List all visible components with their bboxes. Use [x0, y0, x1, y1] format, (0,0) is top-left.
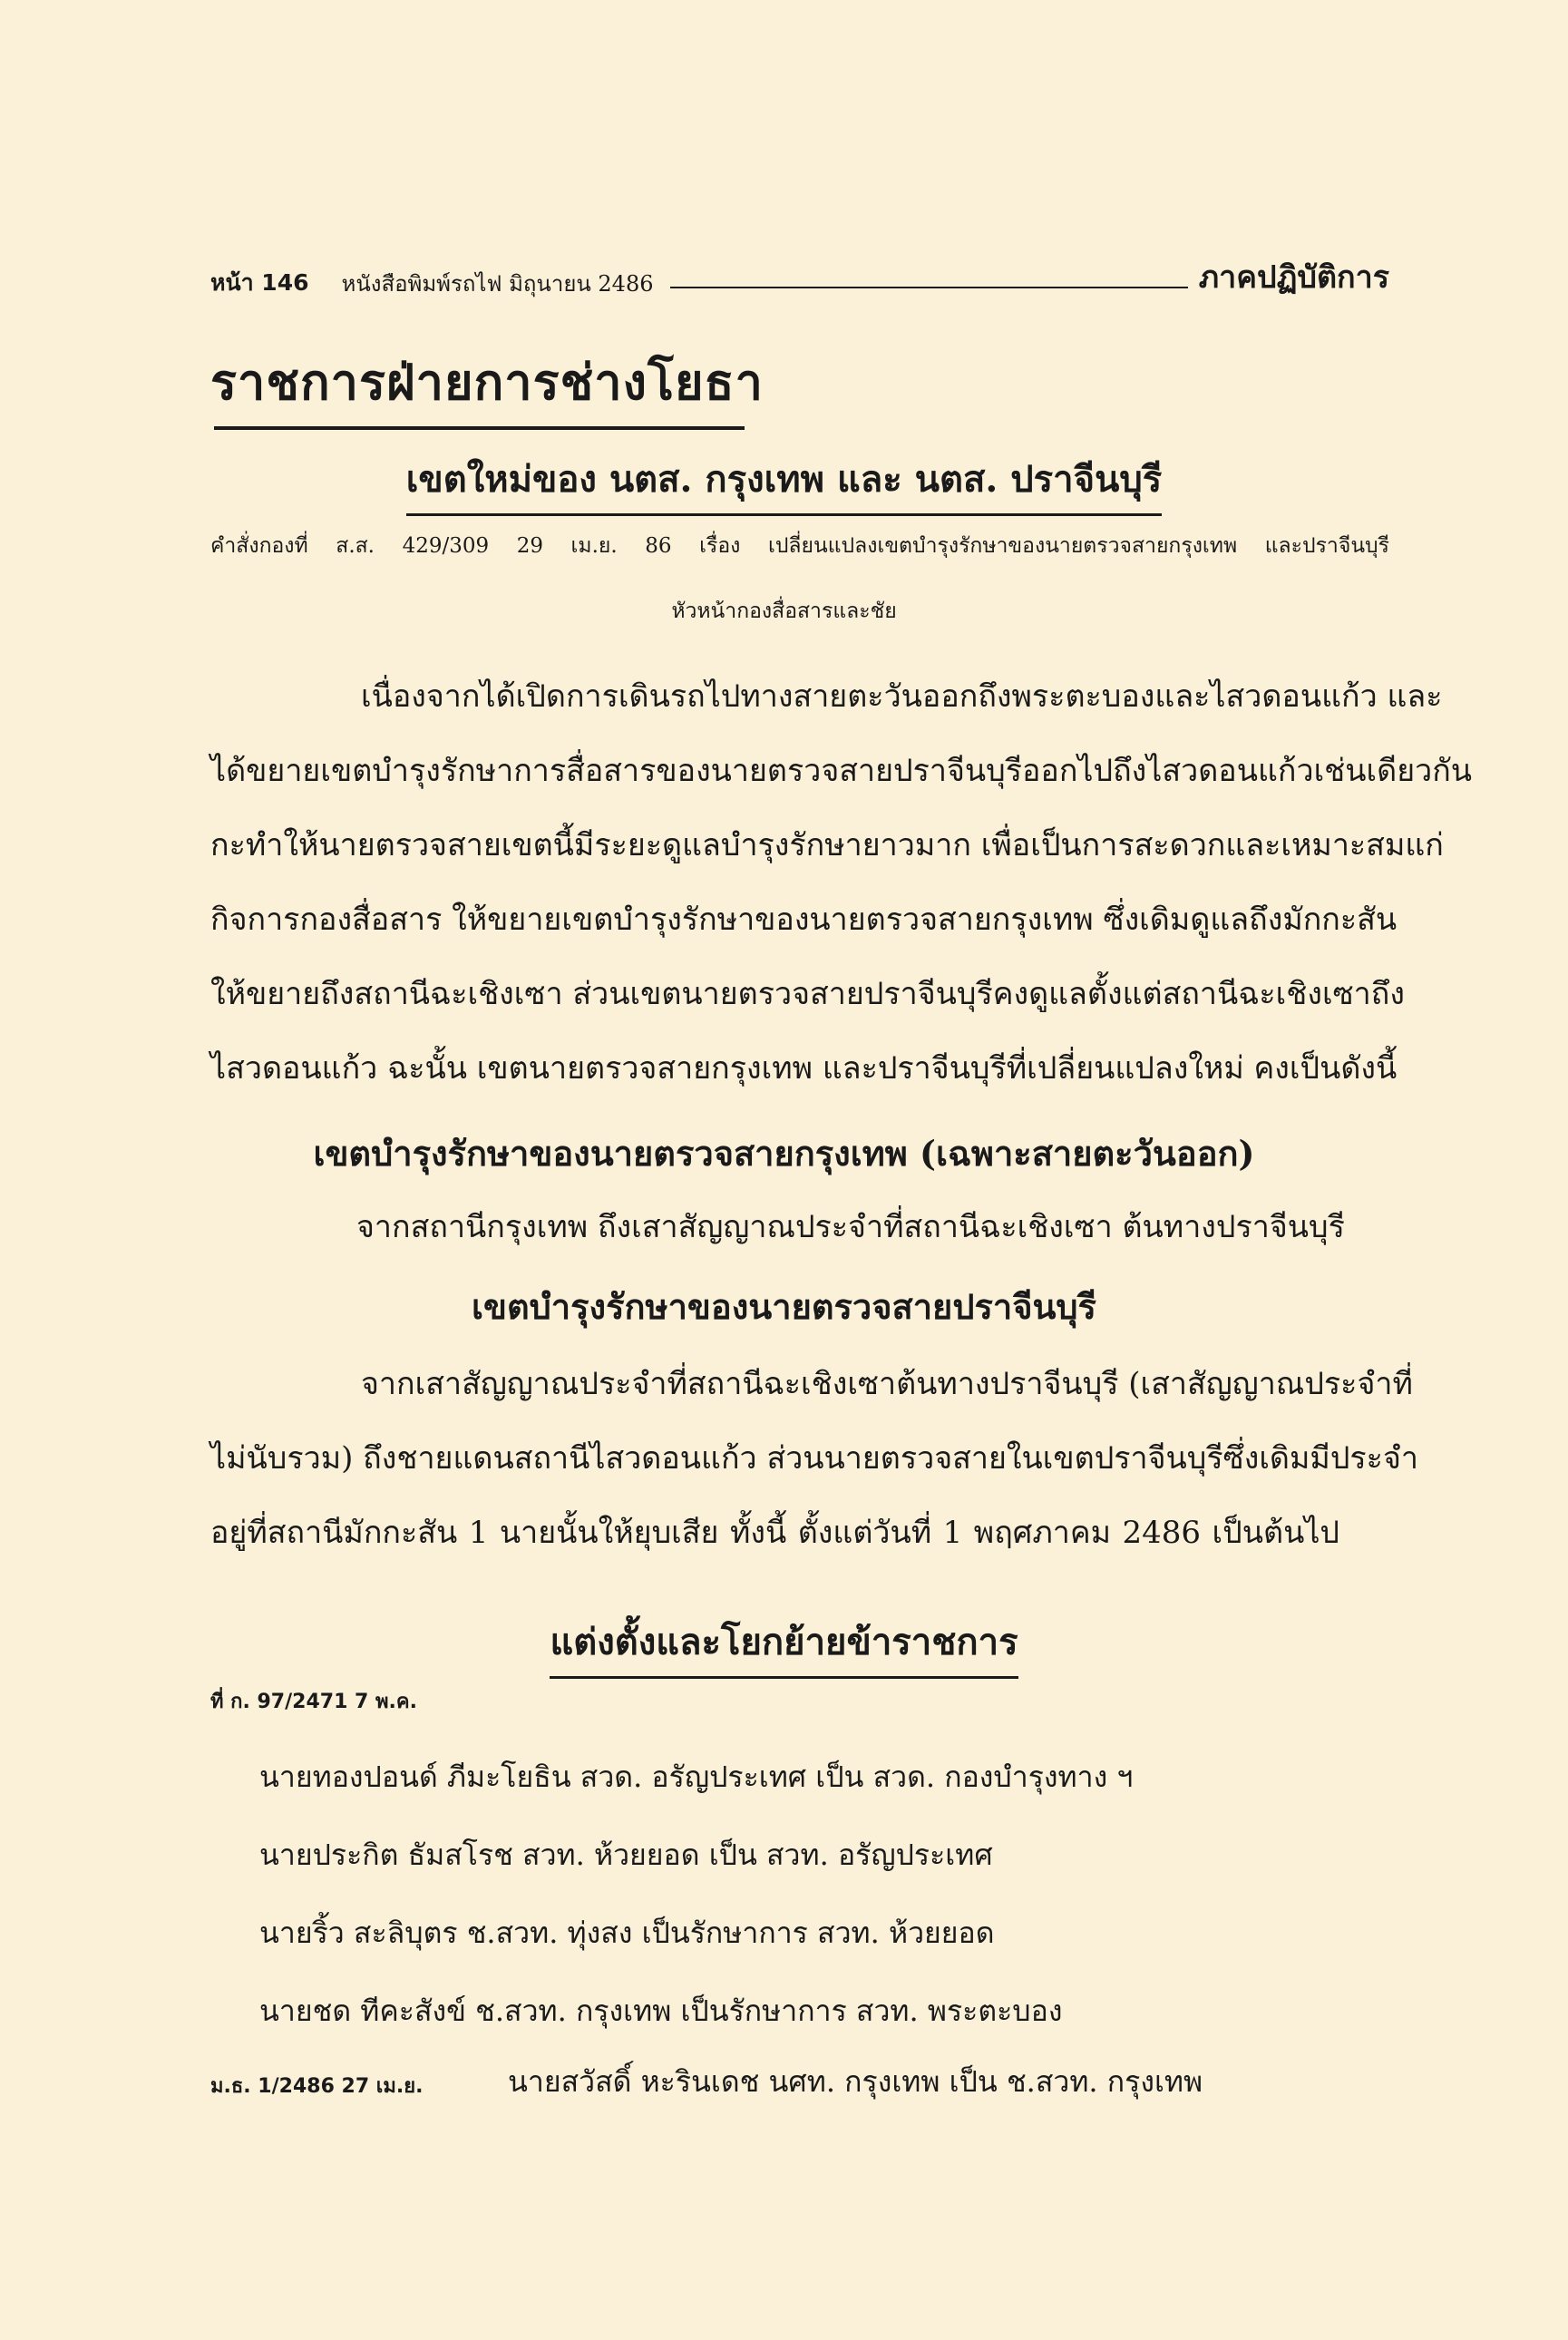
paragraph-line: เนื่องจากได้เปิดการเดินรถไปทางสายตะวันออกถึงพระตะบองและไสวดอนแก้ว และ [361, 678, 1443, 715]
subheading-prachinburi-boundary: เขตบำรุงรักษาของนายตรวจสายปราจีนบุรี [472, 1286, 1096, 1327]
appointment-entry: นายสวัสดิ์ หะรินเดช นศท. กรุงเทพ เป็น ช.สวท. กรุงเทพ [508, 2064, 1203, 2099]
order-signer: หัวหน้ากองสื่อสารและชัย [671, 600, 897, 623]
order-number: ม.ธ. 1/2486 27 เม.ย. [210, 2075, 424, 2098]
publication-info: หนังสือพิมพ์รถไฟ มิถุนายน 2486 [341, 271, 654, 297]
appointment-entry: นายประกิต ธัมสโรช สวท. ห้วยยอด เป็น สวท. อรัญประเทศ [259, 1838, 993, 1872]
article-title-text: เขตใหม่ของ นตส. กรุงเทพ และ นตส. ปราจีนบุรี [406, 450, 1163, 516]
appointment-entry: นายทองปอนด์ ภีมะโยธิน สวด. อรัญประเทศ เป็น สวด. กองบำรุงทาง ฯ [259, 1760, 1134, 1794]
running-header [210, 256, 1389, 301]
paragraph-line: ได้ขยายเขตบำรุงรักษาการสื่อสารของนายตรวจสายปราจีนบุรีออกไปถึงไสวดอนแก้วเช่นเดียวกัน [210, 753, 1473, 789]
article-title-new-boundaries [0, 450, 1568, 516]
prachinburi-boundary-line: อยู่ที่สถานีมักกะสัน 1 นายนั้นให้ยุบเสีย ทั้งนี้ ตั้งแต่วันที่ 1 พฤศภาคม 2486 เป็นต้นไป [210, 1515, 1339, 1551]
article-title-appointments [0, 1613, 1568, 1679]
header-rule [670, 287, 1188, 288]
section-name: ภาคปฏิบัติการ [1198, 259, 1389, 296]
subheading-bangkok-boundary: เขตบำรุงรักษาของนายตรวจสายกรุงเทพ (เฉพาะสายตะวันออก) [313, 1133, 1255, 1174]
prachinburi-boundary-line: จากเสาสัญญาณประจำที่สถานีฉะเชิงเซาต้นทางปราจีนบุรี (เสาสัญญาณประจำที่ [361, 1366, 1413, 1402]
bangkok-boundary-text: จากสถานีกรุงเทพ ถึงเสาสัญญาณประจำที่สถานีฉะเชิงเซา ต้นทางปราจีนบุรี [356, 1209, 1345, 1245]
section-title-underline [214, 426, 745, 430]
section-title: ราชการฝ่ายการช่างโยธา [210, 353, 764, 411]
paragraph-line: ให้ขยายถึงสถานีฉะเชิงเซา ส่วนเขตนายตรวจสายปราจีนบุรีคงดูแลตั้งแต่สถานีฉะเชิงเซาถึง [210, 976, 1405, 1012]
page-number: หน้า 146 [210, 269, 309, 296]
prachinburi-boundary-line: ไม่นับรวม) ถึงชายแดนสถานีไสวดอนแก้ว ส่วนนายตรวจสายในเขตปราจีนบุรีซึ่งเดิมมีประจำ [210, 1440, 1418, 1477]
article-title-text: แต่งตั้งและโยกย้ายข้าราชการ [550, 1613, 1018, 1679]
appointment-entry: นายริ้ว สะลิบุตร ช.สวท. ทุ่งสง เป็นรักษาการ สวท. ห้วยยอด [259, 1916, 995, 1950]
appointment-entry: นายชด ทีคะสังข์ ช.สวท. กรุงเทพ เป็นรักษาการ สวท. พระตะบอง [259, 1994, 1063, 2028]
paragraph-line: ไสวดอนแก้ว ฉะนั้น เขตนายตรวจสายกรุงเทพ และปราจีนบุรีที่เปลี่ยนแปลงใหม่ คงเป็นดังนี้ [210, 1050, 1398, 1087]
paragraph-line: กิจการกองสื่อสาร ให้ขยายเขตบำรุงรักษาของนายตรวจสายกรุงเทพ ซึ่งเดิมดูแลถึงมักกะสัน [210, 902, 1398, 938]
order-reference: คำสั่งกองที่ ส.ส. 429/309 29 เม.ย. 86 เรื่อง เปลี่ยนแปลงเขตบำรุงรักษาของนายตรวจสายกรุงเทพ และปราจีนบุรี [210, 534, 1389, 558]
paragraph-line: กะทำให้นายตรวจสายเขตนี้มีระยะดูแลบำรุงรักษายาวมาก เพื่อเป็นการสะดวกและเหมาะสมแก่ [210, 827, 1444, 863]
order-number: ที่ ก. 97/2471 7 พ.ค. [210, 1691, 417, 1713]
